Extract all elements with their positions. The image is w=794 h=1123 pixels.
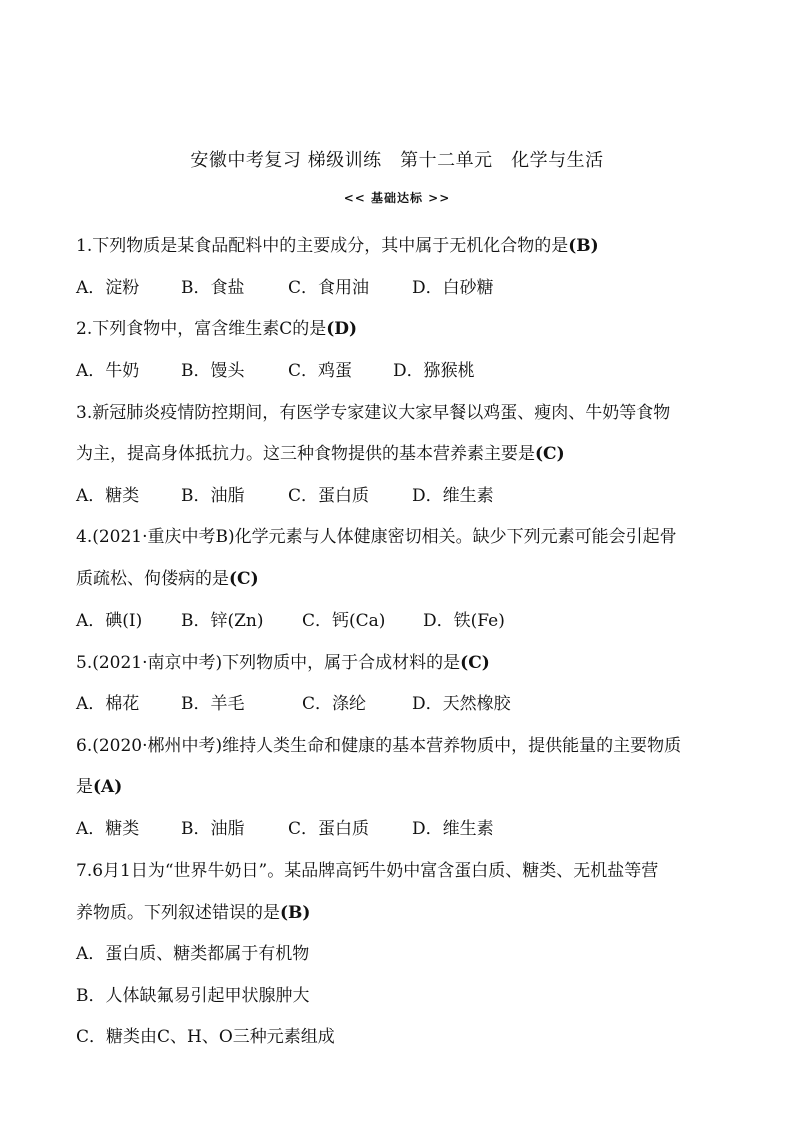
option-d: D．铁(Fe) xyxy=(423,611,505,631)
option-b: B．食盐 xyxy=(181,278,245,298)
option-d: D．维生素 xyxy=(412,819,494,839)
question-7-option-a: A．蛋白质、糖类都属于有机物 xyxy=(76,944,310,964)
option-a: A．糖类 xyxy=(76,486,140,506)
option-a: A．棉花 xyxy=(76,694,140,714)
option-a: A．牛奶 xyxy=(76,361,140,381)
option-c: C．涤纶 xyxy=(302,694,367,714)
option-d: D．猕猴桃 xyxy=(393,361,475,381)
option-c: C．蛋白质 xyxy=(288,819,370,839)
option-b: B．锌(Zn) xyxy=(181,611,264,631)
question-4-stem-line-1: 4.(2021·重庆中考B)化学元素与人体健康密切相关。缺少下列元素可能会引起骨 xyxy=(76,527,677,547)
section-subtitle: << 基础达标 >> xyxy=(343,191,451,205)
option-a: A．碘(I) xyxy=(76,611,143,631)
question-7-stem-line-2: 养物质。下列叙述错误的是(B) xyxy=(76,903,311,923)
question-6-answer: (A) xyxy=(93,777,123,797)
question-2-answer: (D) xyxy=(326,319,358,339)
question-1-stem: 1.下列物质是某食品配料中的主要成分，其中属于无机化合物的是(B) xyxy=(76,236,599,256)
option-b: B．羊毛 xyxy=(181,694,245,714)
question-2-stem: 2.下列食物中，富含维生素C的是(D) xyxy=(76,319,358,339)
question-3-answer: (C) xyxy=(535,444,565,464)
question-2-options xyxy=(76,356,736,381)
question-5-options xyxy=(76,689,736,714)
question-5-stem: 5.(2021·南京中考)下列物质中，属于合成材料的是(C) xyxy=(76,653,490,673)
option-b: B．油脂 xyxy=(181,819,245,839)
question-6-stem-line-2: 是(A) xyxy=(76,777,123,797)
question-1-answer: (B) xyxy=(568,236,599,256)
option-b: B．馒头 xyxy=(181,361,245,381)
option-b: B．油脂 xyxy=(181,486,245,506)
option-d: D．白砂糖 xyxy=(412,278,494,298)
question-7-stem-line-1: 7.6月1日为“世界牛奶日”。某品牌高钙牛奶中富含蛋白质、糖类、无机盐等营 xyxy=(76,861,659,881)
question-7-option-b: B．人体缺氟易引起甲状腺肿大 xyxy=(76,986,310,1006)
option-c: C．食用油 xyxy=(288,278,370,298)
question-3-stem-line-2: 为主，提高身体抵抗力。这三种食物提供的基本营养素主要是(C) xyxy=(76,444,565,464)
option-c: C．钙(Ca) xyxy=(302,611,386,631)
option-a: A．淀粉 xyxy=(76,278,140,298)
question-4-answer: (C) xyxy=(229,569,259,589)
option-a: A．糖类 xyxy=(76,819,140,839)
question-5-answer: (C) xyxy=(460,653,490,673)
question-7-answer: (B) xyxy=(280,903,311,923)
option-c: C．鸡蛋 xyxy=(288,361,353,381)
question-4-options xyxy=(76,606,736,631)
option-d: D．维生素 xyxy=(412,486,494,506)
question-6-options xyxy=(76,814,736,839)
question-6-stem-line-1: 6.(2020·郴州中考)维持人类生命和健康的基本营养物质中，提供能量的主要物质 xyxy=(76,736,682,756)
question-7-option-c: C．糖类由C、H、O三种元素组成 xyxy=(76,1027,335,1047)
question-3-stem-line-1: 3.新冠肺炎疫情防控期间，有医学专家建议大家早餐以鸡蛋、瘦肉、牛奶等食物 xyxy=(76,403,671,423)
page-title: 安徽中考复习 梯级训练 第十二单元 化学与生活 xyxy=(190,150,604,171)
question-3-options xyxy=(76,481,736,506)
question-4-stem-line-2: 质疏松、佝偻病的是(C) xyxy=(76,569,259,589)
option-c: C．蛋白质 xyxy=(288,486,370,506)
question-1-options xyxy=(76,273,736,298)
option-d: D．天然橡胶 xyxy=(412,694,511,714)
